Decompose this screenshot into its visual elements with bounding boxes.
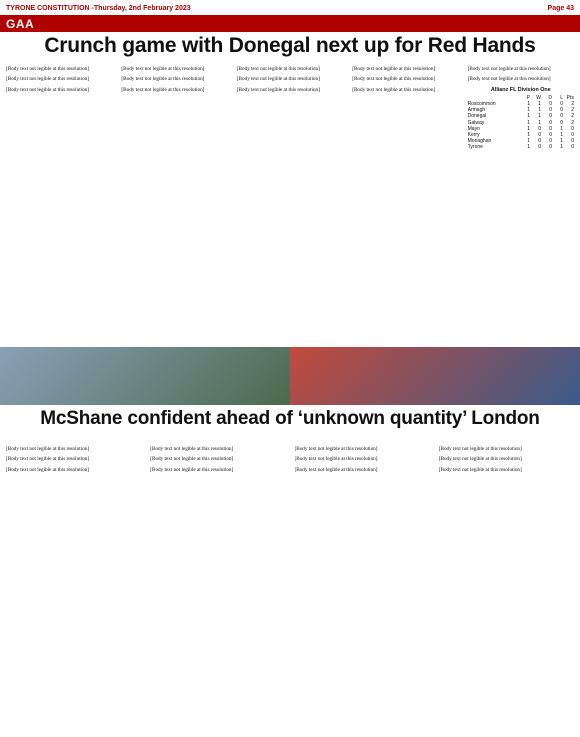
league-table-row: Tyrone 1 0 0 1 0: [467, 144, 575, 151]
article-2-column-3: [295, 446, 430, 730]
paragraph: [Body text not legible at this resolution]: [6, 66, 89, 72]
paragraph: [Body text not legible at this resolution]: [150, 456, 234, 463]
photo-strip: [0, 347, 580, 405]
paragraph: [Body text not legible at this resolution]: [6, 76, 89, 83]
paragraph: [Body text not legible at this resolution]: [438, 456, 522, 463]
article-2-column-1: [6, 446, 141, 730]
league-table-row: Monaghan 1 0 0 1 0: [467, 138, 575, 145]
league-table-row: Mayo 1 0 0 1 0: [467, 125, 575, 132]
article-1-column-1: [6, 66, 112, 342]
paragraph: [Body text not legible at this resolution]: [294, 446, 378, 452]
article-1-body: [6, 66, 574, 342]
page-number: Page 43: [547, 4, 574, 12]
paragraph: [Body text not legible at this resolution]: [467, 66, 551, 72]
paragraph: [Body text not legible at this resolution]: [352, 66, 436, 72]
headline-article-1: Crunch game with Donegal next up for Red Hands: [44, 34, 536, 57]
paragraph: [Body text not legible at this resolution]: [121, 86, 205, 93]
paragraph: [Body text not legible at this resolution]: [236, 66, 320, 72]
paragraph: [Body text not legible at this resolution]: [6, 446, 89, 452]
paragraph: [Body text not legible at this resolution]: [352, 76, 436, 83]
photo-right: [290, 347, 580, 405]
paragraph: [Body text not legible at this resolution]: [438, 466, 522, 473]
section-label: GAA: [6, 17, 35, 31]
league-table-header: P W D L Pts: [526, 94, 575, 101]
paragraph: [Body text not legible at this resolution]: [294, 456, 378, 463]
paragraph: [Body text not legible at this resolution]: [6, 456, 89, 463]
paragraph: [Body text not legible at this resolution]: [236, 76, 320, 83]
article-2-column-4: [439, 446, 574, 730]
masthead-title: TYRONE CONSTITUTION -Thursday, 2nd February 2023: [6, 4, 191, 12]
paragraph: [Body text not legible at this resolution]: [236, 86, 320, 93]
headline-article-2: McShane confident ahead of ‘unknown quantity’ London: [40, 408, 540, 429]
paragraph: [Body text not legible at this resolution]: [150, 466, 234, 473]
league-table-row: Galway 1 1 0 0 2: [467, 119, 575, 126]
paragraph: [Body text not legible at this resolution]: [6, 86, 89, 93]
article-2-column-2: [150, 446, 285, 730]
photo-left: [0, 347, 290, 405]
section-banner: [0, 15, 580, 32]
league-table: [468, 87, 574, 151]
league-table-row: Donegal 1 1 0 0 2: [467, 113, 575, 120]
article-1-column-2: [121, 66, 227, 342]
league-table-row: Armagh 1 1 0 0 2: [467, 107, 575, 114]
article-1-column-4: [352, 66, 458, 342]
article-2-body: [6, 446, 574, 730]
league-table-row: Roscommon 1 1 0 0 2: [467, 101, 575, 108]
masthead: [6, 2, 574, 14]
paragraph: [Body text not legible at this resolution]: [294, 466, 378, 473]
paragraph: [Body text not legible at this resolution]: [352, 86, 436, 93]
article-1-column-3: [237, 66, 343, 342]
paragraph: [Body text not legible at this resolution]: [6, 466, 89, 473]
paragraph: [Body text not legible at this resolution]: [150, 446, 234, 452]
league-table-row: Kerry 1 0 0 1 0: [467, 132, 575, 139]
paragraph: [Body text not legible at this resolution]: [438, 446, 522, 452]
league-table-title: Allianz FL Division One: [490, 86, 551, 93]
article-1-column-5: [468, 66, 574, 342]
paragraph: [Body text not legible at this resolution]: [467, 76, 551, 83]
paragraph: [Body text not legible at this resolution]: [121, 76, 205, 83]
paragraph: [Body text not legible at this resolution]: [121, 66, 205, 72]
